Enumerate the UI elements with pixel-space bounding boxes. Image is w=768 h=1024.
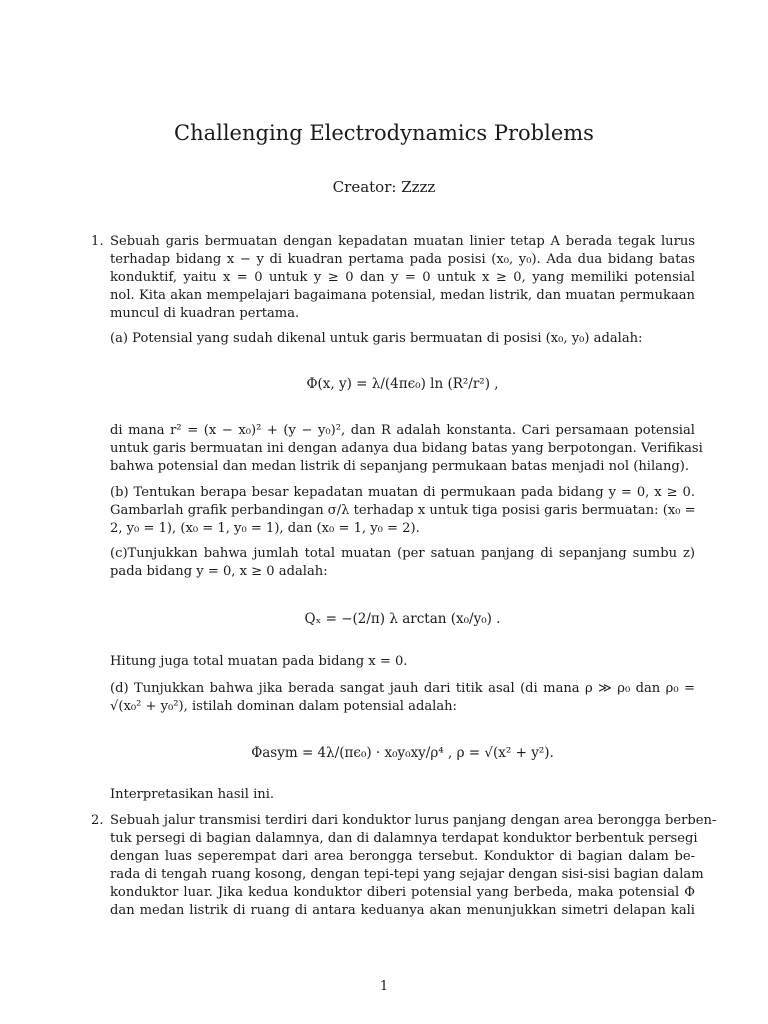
part-b: [110, 484, 695, 538]
part-d: [110, 680, 695, 716]
text-line: Hitung juga total muatan pada bidang x = 0.: [110, 654, 408, 669]
part-c-followup: [110, 653, 695, 671]
text-line: Sebuah garis bermuatan dengan kepadatan muatan linier tetap A berada tegak lurus: [110, 234, 695, 249]
part-a-statement: [110, 330, 695, 348]
text-line: dengan luas seperempat dari area berongga tersebut. Konduktor di bagian dalam be-: [110, 848, 695, 864]
text-line: Gambarlah grafik perbandingan σ/λ terhadap x untuk tiga posisi garis bermuatan: (x₀ =: [110, 502, 696, 518]
text-line: (c)Tunjukkan bahwa jumlah total muatan (per satuan panjang di sepanjang sumbu z): [110, 546, 695, 561]
text-line: Sebuah jalur transmisi terdiri dari konduktor lurus panjang dengan area berongga berben-: [110, 813, 717, 828]
text-line: (a) Potensial yang sudah dikenal untuk garis bermuatan di posisi (x₀, y₀) adalah:: [110, 331, 643, 346]
problem-number: 1.: [91, 234, 104, 249]
text-line: (d) Tunjukkan bahwa jika berada sangat jauh dari titik asal (di mana ρ ≫ ρ₀ dan ρ₀ =: [110, 681, 695, 696]
page-number: 1: [379, 979, 389, 994]
problem-number: 2.: [91, 813, 104, 828]
text-line: terhadap bidang x − y di kuadran pertama pada posisi (x₀, y₀). Ada dua bidang batas: [110, 251, 695, 267]
equation-potential: Φ(x, y) = λ/(4πϵ₀) ln (R²/r²) ,: [306, 376, 499, 392]
part-a-followup: [110, 422, 703, 476]
paper-creator: Creator: Zzzz: [332, 178, 436, 196]
equation-total-charge: Qₓ = −(2/π) λ arctan (x₀/y₀) .: [304, 611, 501, 627]
text-line: tuk persegi di bagian dalamnya, dan di dalamnya terdapat konduktor berbentuk persegi: [110, 830, 698, 846]
text-line: di mana r² = (x − x₀)² + (y − y₀)², dan R adalah konstanta. Cari persamaan potensial: [110, 423, 695, 438]
text-line: konduktor luar. Jika kedua konduktor diberi potensial yang berbeda, maka potensial Φ: [110, 884, 695, 900]
part-c: [110, 545, 695, 581]
text-line: untuk garis bermuatan ini dengan adanya dua bidang batas yang berpotongan. Verifikasi: [110, 440, 703, 456]
text-line: dan medan listrik di ruang di antara keduanya akan menunjukkan simetri delapan kali: [110, 902, 695, 918]
text-line: muncul di kuadran pertama.: [110, 305, 300, 321]
text-line: rada di tengah ruang kosong, dengan tepi-tepi yang sejajar dengan sisi-sisi bagian dalam: [110, 866, 704, 882]
text-line: (b) Tentukan berapa besar kepadatan muatan di permukaan pada bidang y = 0, x ≥ 0.: [110, 485, 695, 500]
equation-asymptotic-potential: Φasym = 4λ/(πϵ₀) · x₀y₀xy/ρ⁴ , ρ = √(x² + y²).: [251, 745, 554, 761]
text-line: Interpretasikan hasil ini.: [110, 787, 275, 802]
text-line: konduktif, yaitu x = 0 untuk y ≥ 0 dan y = 0 untuk x ≥ 0, yang memiliki potensial: [110, 269, 695, 285]
text-line: 2, y₀ = 1), (x₀ = 1, y₀ = 1), dan (x₀ = 1, y₀ = 2).: [110, 520, 420, 536]
text-line: bahwa potensial dan medan listrik di sepanjang permukaan batas menjadi nol (hilang).: [110, 458, 690, 474]
paper-title: Challenging Electrodynamics Problems: [174, 121, 594, 145]
text-line: √(x₀² + y₀²), istilah dominan dalam potensial adalah:: [110, 698, 457, 714]
text-line: pada bidang y = 0, x ≥ 0 adalah:: [110, 563, 328, 579]
problem-2-statement: [110, 812, 717, 919]
problem-1-intro: [110, 233, 695, 323]
text-line: nol. Kita akan mempelajari bagaimana potensial, medan listrik, dan muatan permukaan: [110, 287, 695, 303]
part-d-followup: [110, 786, 695, 804]
